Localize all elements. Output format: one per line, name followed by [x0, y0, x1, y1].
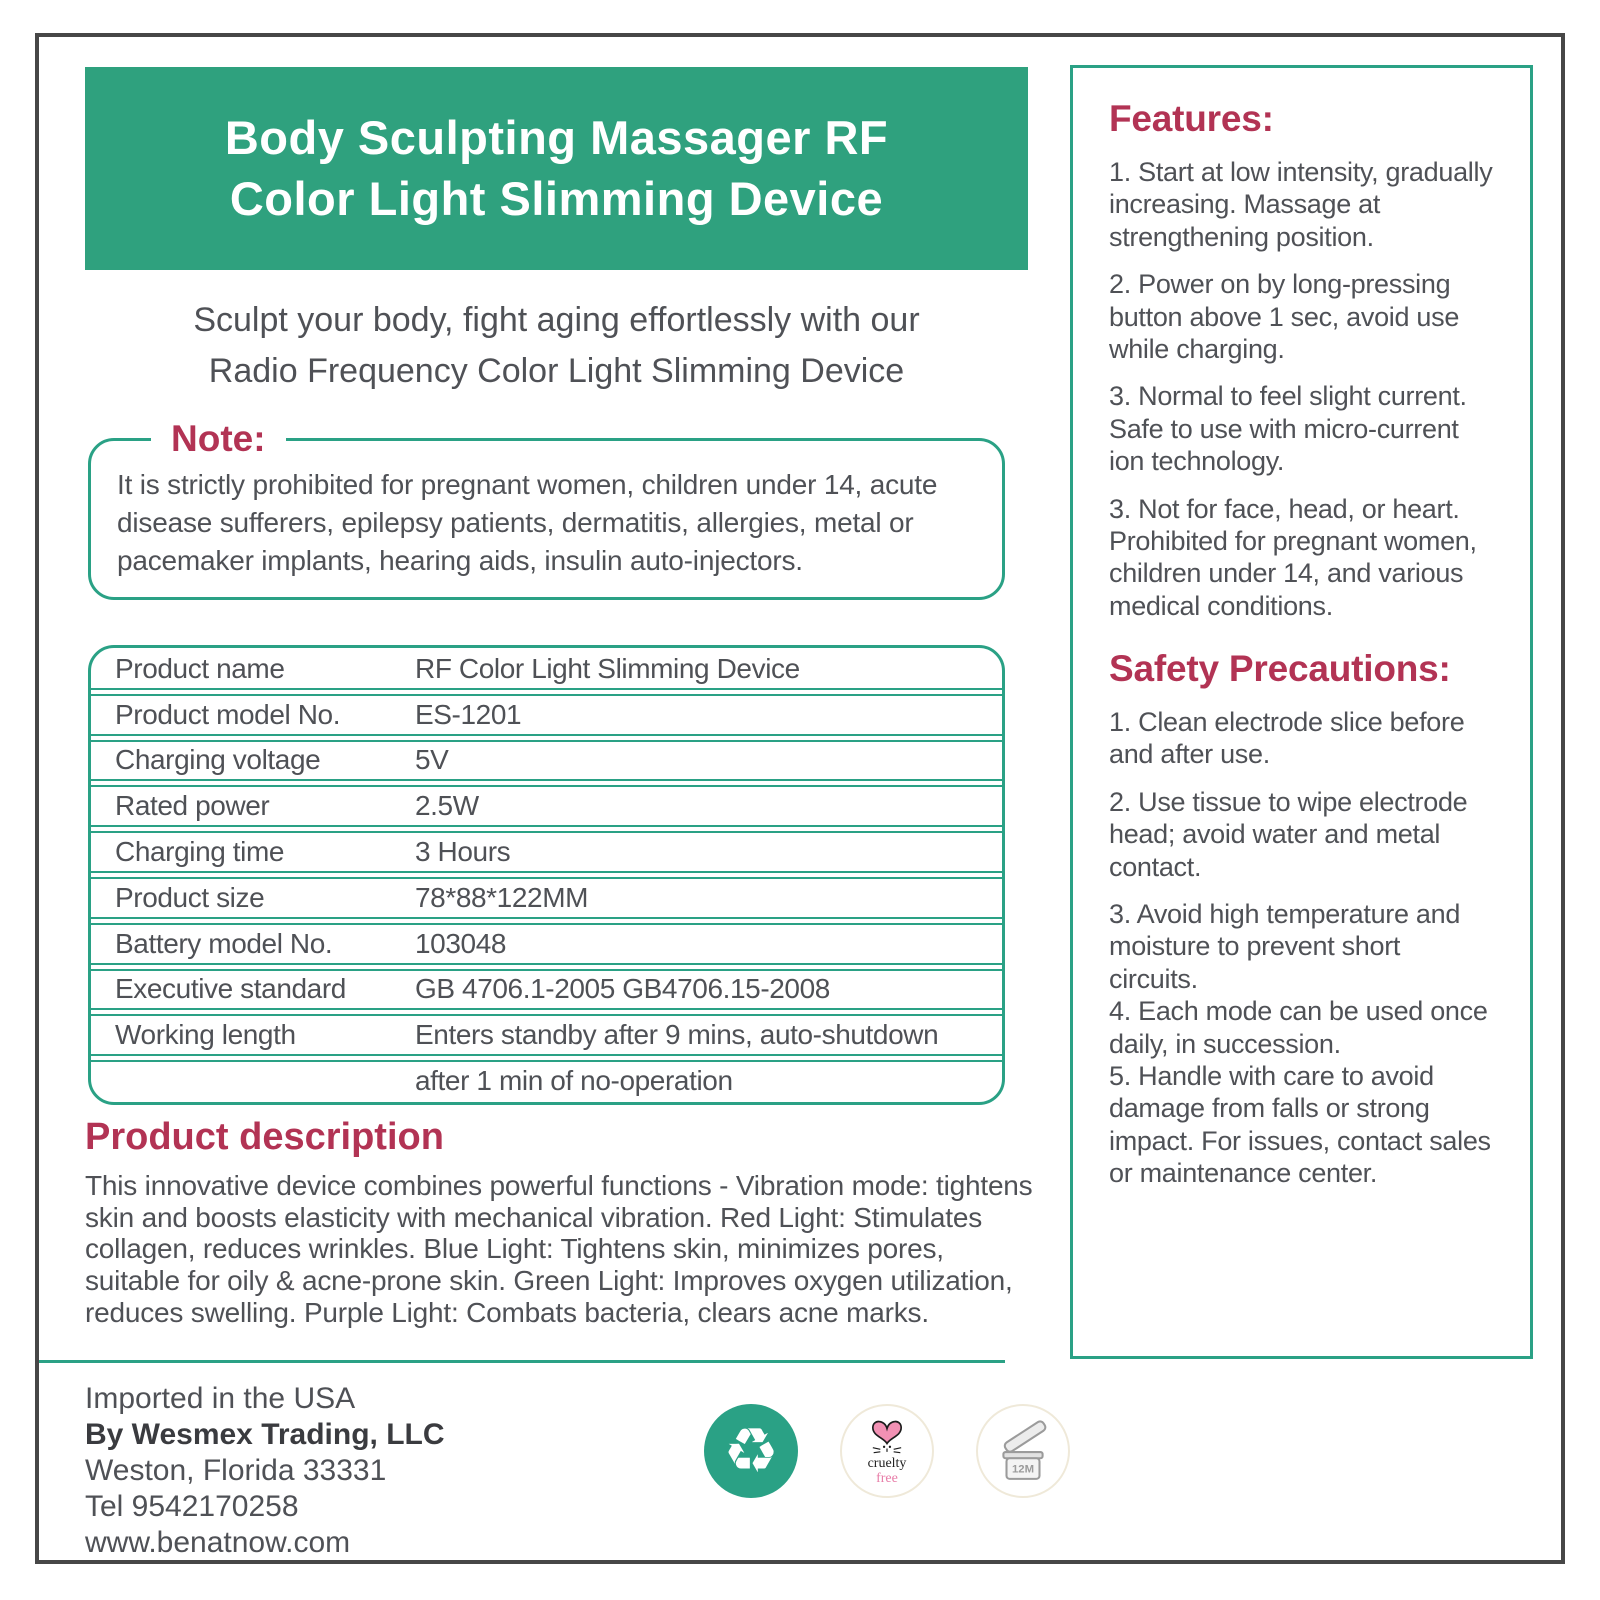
spec-value: 5V — [415, 744, 449, 776]
subtitle — [85, 295, 1028, 397]
spec-value: 103048 — [415, 927, 507, 959]
footer-imported: Imported in the USA — [85, 1382, 356, 1415]
footer-address: Weston, Florida 33331 — [85, 1454, 387, 1488]
footer-tel: Tel 9542170258 — [85, 1490, 299, 1524]
safety-precautions-heading: Safety Precautions: — [1109, 648, 1451, 690]
cruelty-free-icon — [840, 1404, 934, 1498]
subtitle-line-1: Sculpt your body, fight aging effortlessly with our — [193, 301, 920, 339]
safety-item: 2. Use tissue to wipe electrode head; avoid water and metal contact. — [1109, 786, 1468, 882]
spec-label: Executive standard — [115, 973, 346, 1005]
footer-website: www.benatnow.com — [85, 1526, 351, 1560]
product-description-body: This innovative device combines powerful functions - Vibration mode: tightens skin and boosts elasticity with mechanical vibration. Red Light: Stimulates collagen, reduces wrinkles. Blue Light: Tightens skin, minimizes pores, suitable for oily & acne-prone skin. Green Light: Improves oxygen utilization, reduces swelling. Purple Light: Combats bacteria, clears acne marks. — [85, 1170, 1033, 1328]
feature-item: 3. Normal to feel slight current. Safe to use with micro-current ion technology. — [1109, 381, 1467, 477]
table-row — [91, 740, 1002, 782]
spec-label: Rated power — [115, 790, 270, 822]
table-row — [91, 785, 1002, 827]
period-after-opening-icon — [976, 1404, 1070, 1498]
note-body: It is strictly prohibited for pregnant women, children under 14, acute disease sufferers, epilepsy patients, dermatitis, allergies, metal or pacemaker implants, hearing aids, insulin auto-injectors. — [117, 469, 938, 577]
spec-value: 2.5W — [415, 790, 479, 822]
safety-item: 3. Avoid high temperature and moisture to prevent short circuits. — [1109, 899, 1461, 994]
cruelty-free-word-2: free — [876, 1471, 898, 1486]
footer-info — [85, 1381, 445, 1561]
footer-divider — [39, 1360, 1005, 1363]
safety-item: 5. Handle with care to avoid damage from falls or strong impact. For issues, contact sales or maintenance center. — [1109, 1060, 1491, 1189]
spec-label: Product size — [115, 881, 265, 913]
feature-item: 2. Power on by long-pressing button above 1 sec, avoid use while charging. — [1109, 269, 1460, 364]
table-row — [91, 969, 1002, 1011]
table-row — [91, 831, 1002, 873]
table-row — [91, 650, 1002, 690]
title-line-1: Body Sculpting Massager RF — [224, 111, 889, 165]
spec-value: 3 Hours — [415, 836, 511, 868]
note-box — [88, 418, 1005, 600]
safety-item: 1. Clean electrode slice before and after use. — [1109, 707, 1465, 770]
spec-label: Product model No. — [115, 698, 341, 730]
product-description-heading: Product description — [85, 1116, 444, 1158]
certification-icons — [704, 1404, 1070, 1498]
spec-value: Enters standby after 9 mins, auto-shutdown — [415, 1019, 939, 1051]
cruelty-free-bunny-graphic — [862, 1415, 912, 1457]
features-heading: Features: — [1109, 98, 1274, 139]
spec-value: after 1 min of no-operation — [415, 1065, 733, 1097]
subtitle-line-2: Radio Frequency Color Light Slimming Device — [208, 352, 905, 390]
spec-label: Charging time — [115, 836, 285, 868]
note-heading: Note: — [171, 418, 266, 459]
feature-item: 1. Start at low intensity, gradually increasing. Massage at strengthening position. — [1109, 157, 1493, 252]
cruelty-free-word-1: cruelty — [867, 1456, 907, 1472]
features-safety-panel — [1070, 65, 1533, 1359]
table-row — [91, 1060, 1002, 1100]
recycle-icon — [704, 1404, 798, 1498]
spec-label: Charging voltage — [115, 744, 321, 776]
spec-value: GB 4706.1-2005 GB4706.15-2008 — [415, 973, 830, 1005]
feature-item: 3. Not for face, head, or heart. Prohibited for pregnant women, children under 14, and various medical conditions. — [1109, 493, 1477, 621]
pao-label-text: 12M — [1011, 1463, 1035, 1476]
spec-label: Working length — [115, 1019, 296, 1051]
safety-item: 4. Each mode can be used once daily, in succession. — [1109, 996, 1488, 1059]
title-banner — [85, 67, 1028, 270]
title-line-2: Color Light Slimming Device — [229, 171, 884, 225]
spec-value: 78*88*122MM — [415, 881, 589, 913]
table-row — [91, 877, 1002, 919]
spec-table — [88, 645, 1005, 1105]
spec-value: ES-1201 — [415, 698, 522, 730]
table-row — [91, 1014, 1002, 1056]
table-row — [91, 923, 1002, 965]
pao-jar-graphic — [990, 1418, 1056, 1484]
recycle-glyph: ♻ — [723, 1414, 779, 1487]
spec-label: Battery model No. — [115, 927, 333, 959]
spec-value: RF Color Light Slimming Device — [415, 652, 800, 684]
table-row — [91, 694, 1002, 736]
spec-label: Product name — [115, 652, 285, 684]
footer-company: By Wesmex Trading, LLC — [85, 1418, 445, 1452]
